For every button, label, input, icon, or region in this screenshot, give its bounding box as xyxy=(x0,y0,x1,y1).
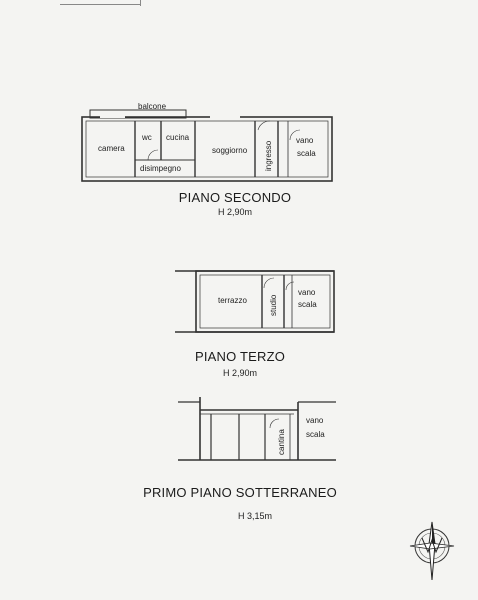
label-wc: wc xyxy=(142,133,152,142)
label-scala-top: scala xyxy=(297,149,316,158)
label-vano-mid: vano xyxy=(298,288,316,297)
label-disimpegno: disimpegno xyxy=(140,164,181,173)
label-soggiorno: soggiorno xyxy=(212,146,248,155)
label-vano-top: vano xyxy=(296,136,314,145)
label-vano-bottom: vano xyxy=(306,416,324,425)
label-cantina: cantina xyxy=(277,429,286,455)
title-piano-secondo: PIANO SECONDO xyxy=(178,190,292,205)
label-scala-bottom: scala xyxy=(306,430,325,439)
door-swing-ingresso xyxy=(258,121,270,130)
height-piano-terzo: H 2,90m xyxy=(222,368,257,378)
label-ingresso: ingresso xyxy=(264,140,273,171)
title-primo-piano-sotterraneo: PRIMO PIANO SOTTERRANEO xyxy=(143,485,337,500)
label-balcone: balcone xyxy=(138,102,167,111)
label-terrazzo: terrazzo xyxy=(218,296,247,305)
plan-basement xyxy=(178,397,336,460)
label-studio: studio xyxy=(269,294,278,316)
door-swing-vano-3 xyxy=(286,282,294,290)
label-cucina: cucina xyxy=(166,133,190,142)
title-piano-terzo: PIANO TERZO xyxy=(194,349,286,364)
north-arrow-icon xyxy=(404,518,460,588)
door-swing-cantina xyxy=(270,419,279,428)
door-swing-studio xyxy=(264,278,274,288)
label-scala-mid: scala xyxy=(298,300,317,309)
height-piano-secondo: H 2,90m xyxy=(217,207,252,217)
door-swing-wc xyxy=(148,150,158,160)
height-primo-piano-sotterraneo: H 3,15m xyxy=(237,511,272,521)
label-camera: camera xyxy=(98,144,125,153)
